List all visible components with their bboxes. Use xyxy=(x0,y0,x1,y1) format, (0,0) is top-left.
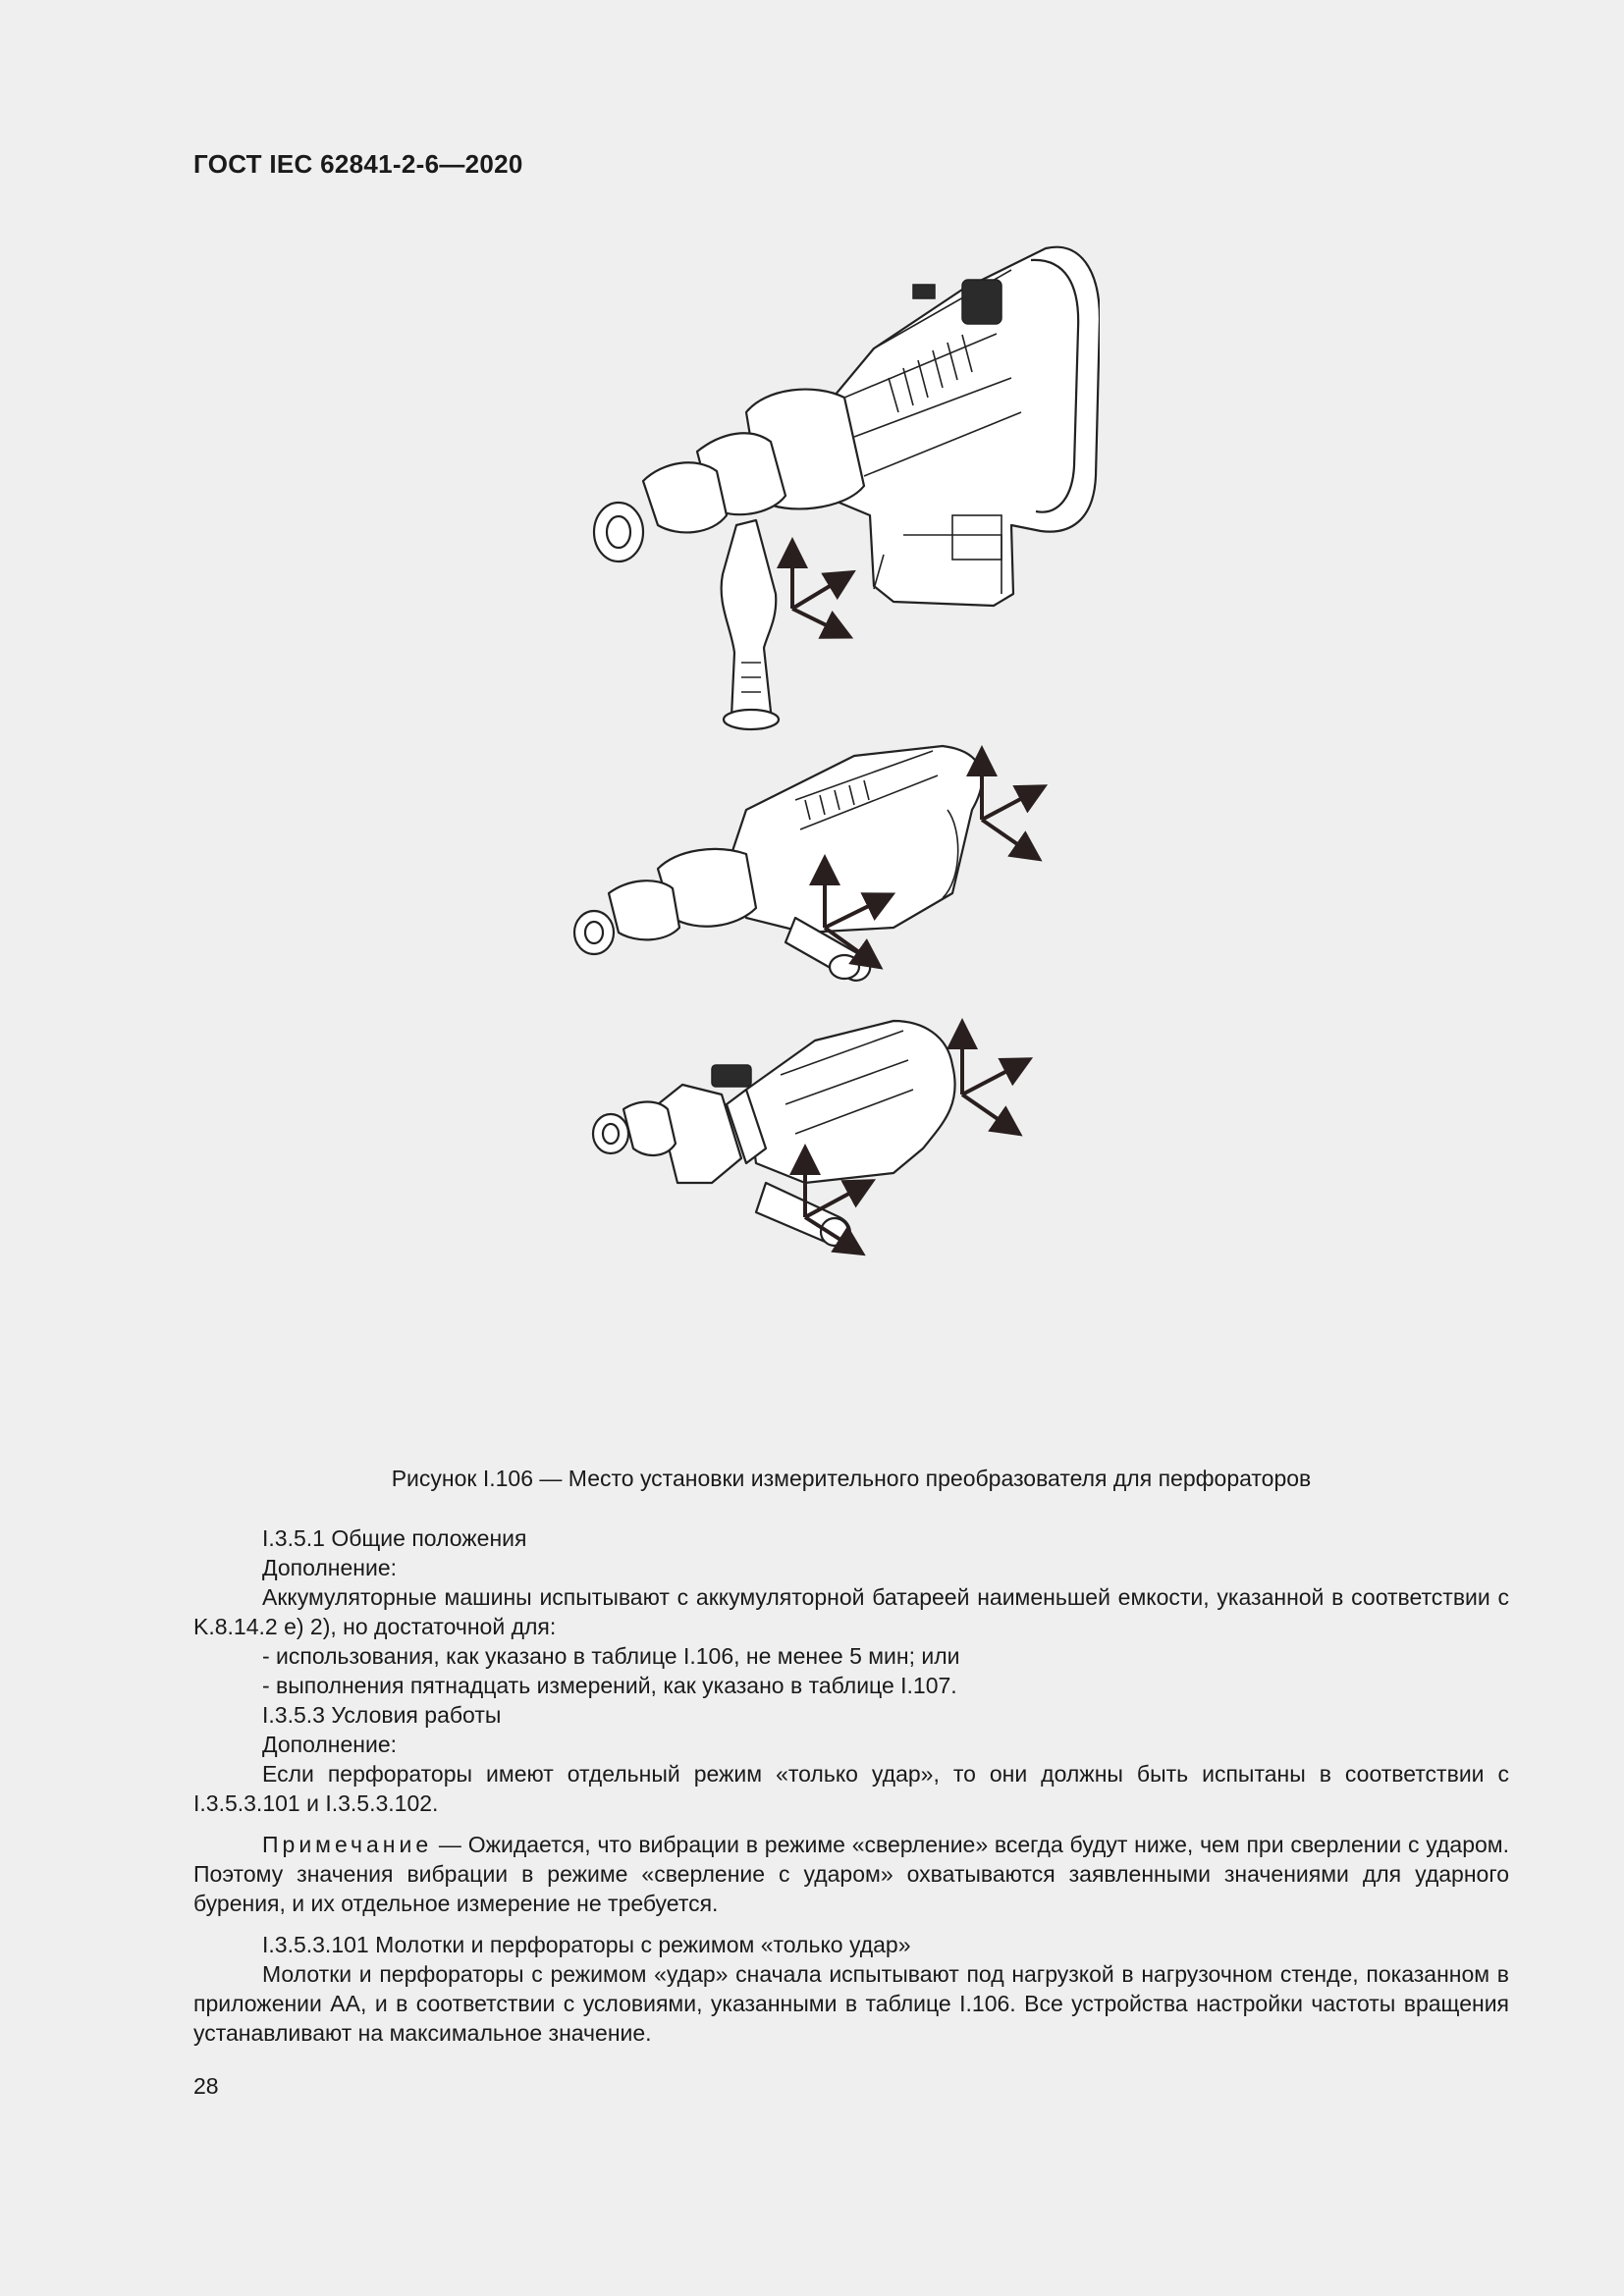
supplement-label: Дополнение: xyxy=(262,1732,398,1757)
figure-caption: Рисунок I.106 — Место установки измерительного преобразователя для перфораторов xyxy=(391,1466,1312,1491)
list-item: - выполнения пятнадцать измерений, как указано в таблице I.107. xyxy=(262,1673,957,1698)
rotary-hammer-small-drawing xyxy=(593,1021,955,1246)
note-text: — Ожидается, что вибрации в режиме «сверление» всегда будут ниже, чем при сверлении с ударом. Поэтому значения вибрации в режиме «сверление с ударом» охватываются заявленными значениями для ударного бурения, и их отдельное измерение не требуется. xyxy=(193,1832,1509,1916)
rotary-hammer-medium-drawing xyxy=(574,746,982,981)
section-heading-hammers: I.3.5.3.101 Молотки и перфораторы с режимом «только удар» xyxy=(262,1932,911,1957)
note-paragraph xyxy=(193,1830,1509,1918)
document-title: ГОСТ IEC 62841-2-6—2020 xyxy=(193,149,523,179)
paragraph-battery: Аккумуляторные машины испытывают с аккумуляторной батареей наименьшей емкости, указанной в соответствии с K.8.14.2 е) 2), но достаточной для: xyxy=(193,1584,1509,1639)
vibration-axes-1 xyxy=(792,545,849,635)
section-heading-conditions: I.3.5.3 Условия работы xyxy=(262,1702,502,1728)
paragraph-load-test: Молотки и перфораторы с режимом «удар» сначала испытывают под нагрузкой в нагрузочном стенде, показанном в приложении АА, и в соответствии с условиями, указанными в таблице I.106. Все устройства настройки частоты вращения устанавливают на максимальное значение. xyxy=(193,1961,1509,2046)
rotary-hammer-large-drawing xyxy=(594,247,1100,729)
section-heading-general: I.3.5.1 Общие положения xyxy=(262,1525,527,1551)
supplement-label: Дополнение: xyxy=(262,1555,398,1580)
page-number: 28 xyxy=(193,2073,219,2099)
body-text xyxy=(193,1523,1509,2048)
paragraph-hammer-only: Если перфораторы имеют отдельный режим «только удар», то они должны быть испытаны в соответствии с I.3.5.3.101 и I.3.5.3.102. xyxy=(193,1761,1509,1816)
list-item: - использования, как указано в таблице I.106, не менее 5 мин; или xyxy=(262,1643,960,1669)
figure-drawings xyxy=(550,240,1100,1448)
note-label: Примечание xyxy=(262,1832,433,1857)
